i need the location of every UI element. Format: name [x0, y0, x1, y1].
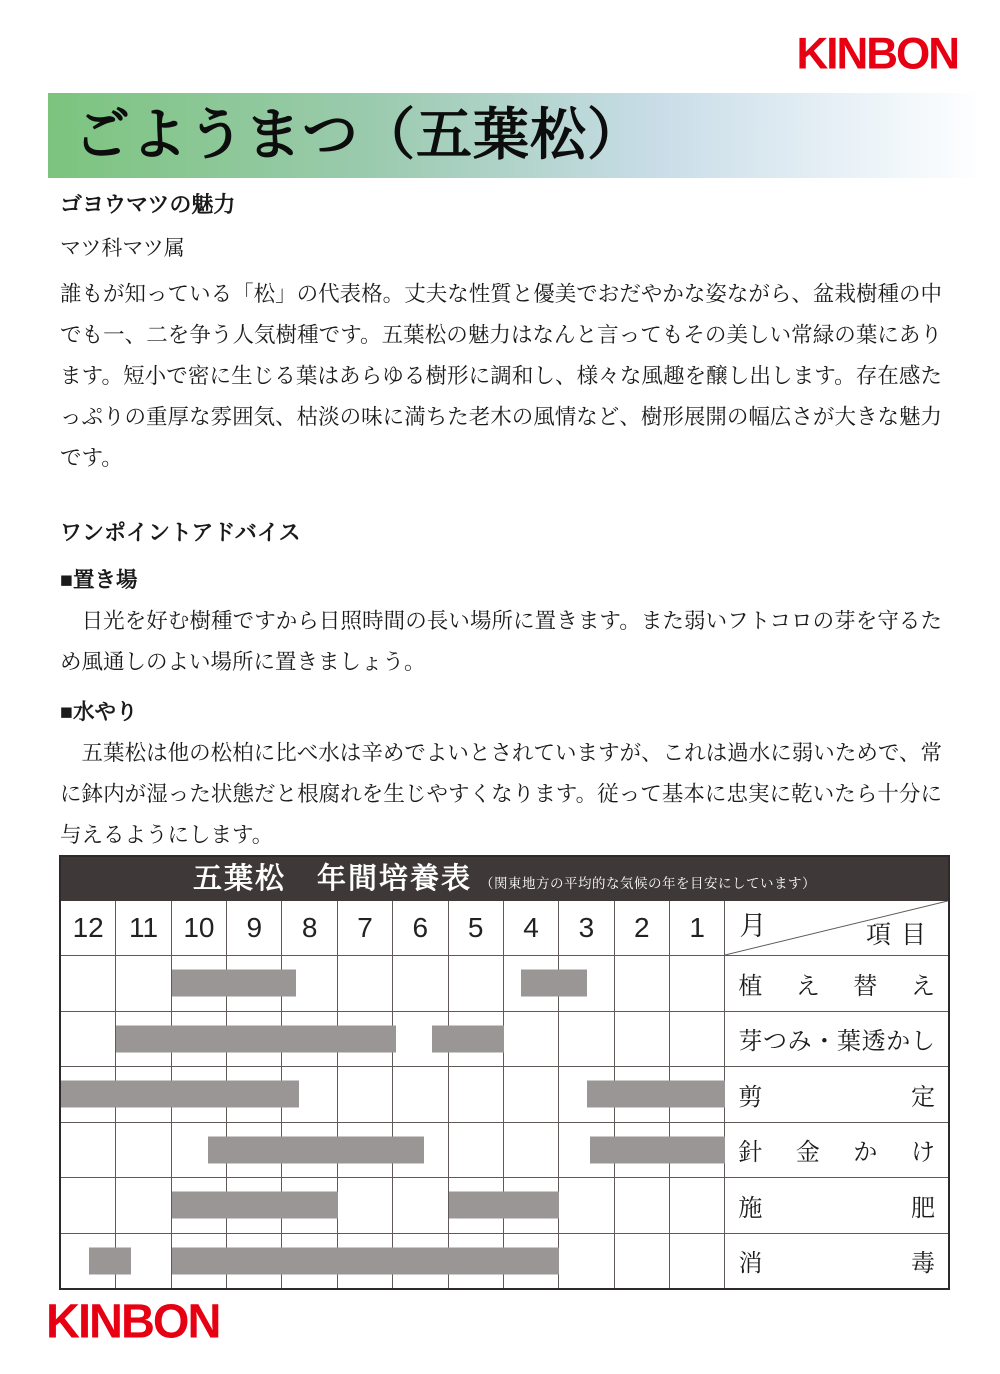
activity-bar	[590, 1136, 726, 1163]
month-cell: 7	[338, 901, 393, 955]
grid-cell	[559, 1178, 614, 1233]
grid-cell	[61, 956, 116, 1011]
care-table-title: 五葉松 年間培養表	[192, 863, 472, 895]
kinbon-logo-bottom: KINBON	[46, 1293, 220, 1348]
grid-cell	[670, 1012, 725, 1067]
page-title: ごようまつ（五葉松）	[74, 105, 644, 167]
appeal-family: マツ科マツ属	[60, 237, 185, 260]
activity-bar	[61, 1081, 299, 1108]
advice-placement-body: 日光を好む樹種ですから日照時間の長い場所に置きます。また弱いフトコロの芽を守るため風通しのよい場所に置きましょう。	[60, 609, 942, 674]
row-label: 植 え 替 え	[738, 972, 935, 1000]
month-header-cells	[61, 901, 725, 955]
grid-cell	[504, 1123, 559, 1178]
appeal-body: 誰もが知っている「松」の代表格。丈夫な性質と優美でおだやかな姿ながら、盆栽樹種の中でも一、二を争う人気樹種です。五葉松の魅力はなんと言ってもその美しい常緑の葉にあります。短小で密に生じる葉はあらゆる樹形に調和し、様々な風趣を醸し出します。存在感たっぷりの重厚な雰囲気、枯淡の味に満ちた老木の風情など、樹形展開の幅広さが大きな魅力です。	[60, 282, 942, 470]
table-row	[61, 1234, 948, 1289]
month-cell: 9	[227, 901, 282, 955]
corner-cell	[725, 901, 948, 955]
advice-watering-heading: ■水やり	[60, 700, 138, 724]
month-cell: 1	[670, 901, 725, 955]
grid-cell	[393, 956, 448, 1011]
advice-heading: ワンポイントアドバイス	[60, 520, 301, 545]
grid-cell	[670, 1178, 725, 1233]
month-cell: 8	[282, 901, 337, 955]
grid-cell	[116, 1178, 171, 1233]
activity-bar	[172, 1192, 338, 1219]
table-row	[61, 1012, 948, 1068]
row-month-grid	[61, 1012, 725, 1067]
table-row	[61, 956, 948, 1012]
row-month-grid	[61, 956, 725, 1011]
month-cell: 5	[449, 901, 504, 955]
row-label: 針 金 か け	[738, 1139, 935, 1167]
corner-item-label: 項目	[865, 921, 936, 949]
grid-cell	[559, 1012, 614, 1067]
grid-cell	[449, 956, 504, 1011]
care-table-body	[61, 956, 948, 1288]
activity-bar	[449, 1192, 560, 1219]
row-label: 芽 つ み ・ 葉 透 か し	[738, 1028, 935, 1056]
row-month-grid	[61, 1234, 725, 1289]
advice-placement-heading: ■置き場	[60, 568, 138, 592]
activity-bar	[521, 970, 587, 997]
grid-cell	[61, 1012, 116, 1067]
table-row	[61, 1123, 948, 1179]
month-cell: 6	[393, 901, 448, 955]
grid-cell	[615, 1012, 670, 1067]
activity-bar	[172, 970, 297, 997]
grid-cell	[61, 1178, 116, 1233]
grid-cell	[615, 1234, 670, 1289]
grid-cell	[670, 1234, 725, 1289]
grid-cell	[504, 1067, 559, 1122]
grid-cell	[615, 956, 670, 1011]
activity-bar	[587, 1081, 725, 1108]
activity-bar	[432, 1025, 504, 1052]
grid-cell	[670, 956, 725, 1011]
activity-bar	[89, 1247, 132, 1274]
month-cell: 12	[61, 901, 116, 955]
row-month-grid	[61, 1067, 725, 1122]
grid-cell	[116, 956, 171, 1011]
grid-cell	[338, 956, 393, 1011]
grid-cell	[449, 1123, 504, 1178]
grid-cell	[449, 1067, 504, 1122]
care-calendar-table	[59, 855, 950, 1290]
row-month-grid	[61, 1123, 725, 1178]
care-table-title-bar	[61, 857, 948, 901]
grid-cell	[615, 1178, 670, 1233]
table-row	[61, 1178, 948, 1234]
row-label: 施 肥	[738, 1194, 935, 1222]
month-cell: 11	[116, 901, 171, 955]
activity-bar	[116, 1025, 396, 1052]
grid-cell	[116, 1123, 171, 1178]
row-label: 剪 定	[738, 1083, 935, 1111]
care-table-header-row	[61, 901, 948, 956]
row-label: 消 毒	[738, 1250, 935, 1278]
grid-cell	[559, 1234, 614, 1289]
activity-bar	[208, 1136, 424, 1163]
title-banner	[48, 93, 976, 178]
corner-month-label: 月	[739, 911, 767, 941]
month-cell: 2	[615, 901, 670, 955]
advice-watering-body: 五葉松は他の松柏に比べ水は辛めでよいとされていますが、これは過水に弱いためで、常に鉢内が湿った状態だと根腐れを生じやすくなります。従って基本に忠実に乾いたら十分に与えるようにします。	[60, 741, 942, 847]
grid-cell	[393, 1178, 448, 1233]
row-month-grid	[61, 1178, 725, 1233]
month-cell: 10	[172, 901, 227, 955]
month-cell: 3	[559, 901, 614, 955]
grid-cell	[504, 1012, 559, 1067]
month-cell: 4	[504, 901, 559, 955]
grid-cell	[393, 1067, 448, 1122]
kinbon-logo-top: KINBON	[796, 28, 958, 79]
table-row	[61, 1067, 948, 1123]
activity-bar	[172, 1247, 560, 1274]
appeal-heading: ゴヨウマツの魅力	[60, 192, 236, 217]
grid-cell	[338, 1178, 393, 1233]
grid-cell	[61, 1123, 116, 1178]
care-table-note: （関東地方の平均的な気候の年を目安にしています）	[480, 876, 816, 891]
content-area	[60, 190, 942, 856]
grid-cell	[338, 1067, 393, 1122]
